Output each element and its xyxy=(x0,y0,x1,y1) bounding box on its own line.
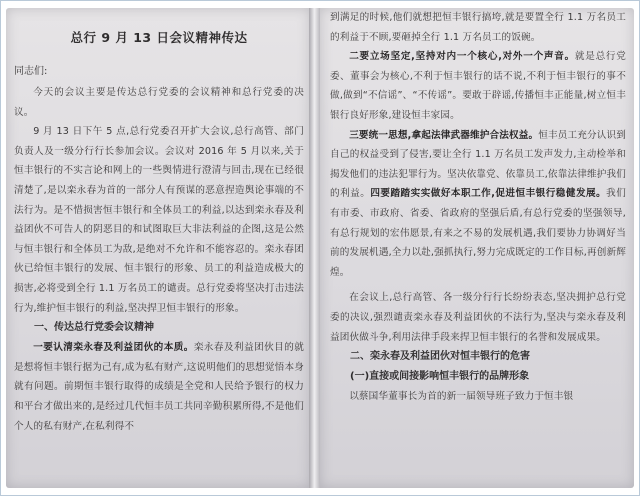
point-1-paragraph xyxy=(14,338,304,436)
point-4-text: 我们有市委、市政府、省委、省政府的坚强后盾,有总行党委的坚强领导,有总行规划的宏伟愿景,有来之不易的发展机遇,我们要协力协调好当前的发展机遇,全力以赴,强抓执行,努力完成既定的工作目标,再创新辉煌。 xyxy=(330,188,626,278)
right-column xyxy=(330,8,626,488)
point-3-text: 恒丰员工充分认识到自己的权益受到了侵害,要让全行 1.1 万名员工发声发力,主动检举和揭发他们的违法犯罪行为。坚决依靠党、依靠员工,依靠法律维护我们的利益。 xyxy=(330,129,626,200)
point-2-paragraph xyxy=(330,47,626,125)
last-paragraph: 以蔡国华董事长为首的新一届领导班子致力于恒丰银 xyxy=(349,391,574,403)
meeting-paragraph: 9 月 13 日下午 5 点,总行党委召开扩大会议,总行高管、部门负责人及一级分行行长参加会议。会议对 2016 年 5 月以来,关于恒丰银行的不实言论和网上的一些舆情进行澄清与回击,现在已经很清楚了,是以栾永春为首的一部分人有预谋的恶意捏造舆论事端的不法行为。是不惜损害恒丰银行和全体员工的利益,以达到栾永春及利益团伙不可告人的阴恶目的和试图取巨大非法利益的企图,这是公然与恒丰银行和全体员工为敌,是绝对不允许和不能容忍的。栾永春团伙已给恒丰银行的发展、恒丰银行的形象、员工的利益造成极大的损害,必将受到全行 1.1 万名员工的谴责。总行党委将坚决打击违法行为,维护恒丰银行的利益,坚决捍卫恒丰银行的形象。 xyxy=(14,126,304,314)
section-heading-1: 一、传达总行党委会议精神 xyxy=(34,322,154,334)
point-3-lead: 三要统一思想,拿起法律武器维护合法权益。 xyxy=(349,129,539,141)
subsection-heading-1: (一)直接或间接影响恒丰银行的品牌形象 xyxy=(350,371,530,383)
point-2-text: 就是总行党委、董事会为核心,不利于恒丰银行的话不说,不利于恒丰银行的事不做,做到“不信谣”、“不传谣”。要敢于辟谣,传播恒丰正能量,树立恒丰银行良好形象,建设恒丰家园。 xyxy=(330,51,626,121)
document-title: 总行 9 月 13 日会议精神传达 xyxy=(70,30,248,45)
left-column xyxy=(14,8,304,488)
right-page xyxy=(320,8,634,488)
intro-paragraph: 今天的会议主要是传达总行党委的会议精神和总行党委的决议。 xyxy=(14,87,304,118)
point-4-lead: 四要踏踏实实做好本职工作,促进恒丰银行稳健发展。 xyxy=(370,188,607,200)
point-2-lead: 二要立场坚定,坚持对内一个核心,对外一个声音。 xyxy=(349,51,575,63)
point-1-text: 栾永春及利益团伙目的就是想将恒丰银行据为己有,成为私有财产,这说明他们的思想觉悟本身就有问题。前期恒丰银行取得的成绩是全党和人民给予银行的权力和平台才做出来的,是经过几代恒丰员工共同辛勤积累所得,不是他们个人的私有财产,在私利得不 xyxy=(14,342,304,432)
point-3-paragraph xyxy=(330,126,626,283)
left-page xyxy=(6,8,310,488)
meeting-statement-paragraph: 在会议上,总行高管、各一级分行行长纷纷表态,坚决拥护总行党委的决议,强烈谴责栾永春及利益团伙的不法行为,坚决与栾永春及利益团伙做斗争,利用法律手段来捍卫恒丰银行的名誉和发展成果。 xyxy=(330,292,626,343)
continued-paragraph: 到满足的时候,他们就想把恒丰银行搞垮,就是要置全行 1.1 万名员工的利益于不顾,要砸掉全行 1.1 万名员工的饭碗。 xyxy=(330,12,626,43)
section-heading-2: 二、栾永春及利益团伙对恒丰银行的危害 xyxy=(350,351,530,363)
salutation: 同志们: xyxy=(14,66,48,77)
point-1-lead: 一要认清栾永春及利益团伙的本质。 xyxy=(33,342,194,354)
